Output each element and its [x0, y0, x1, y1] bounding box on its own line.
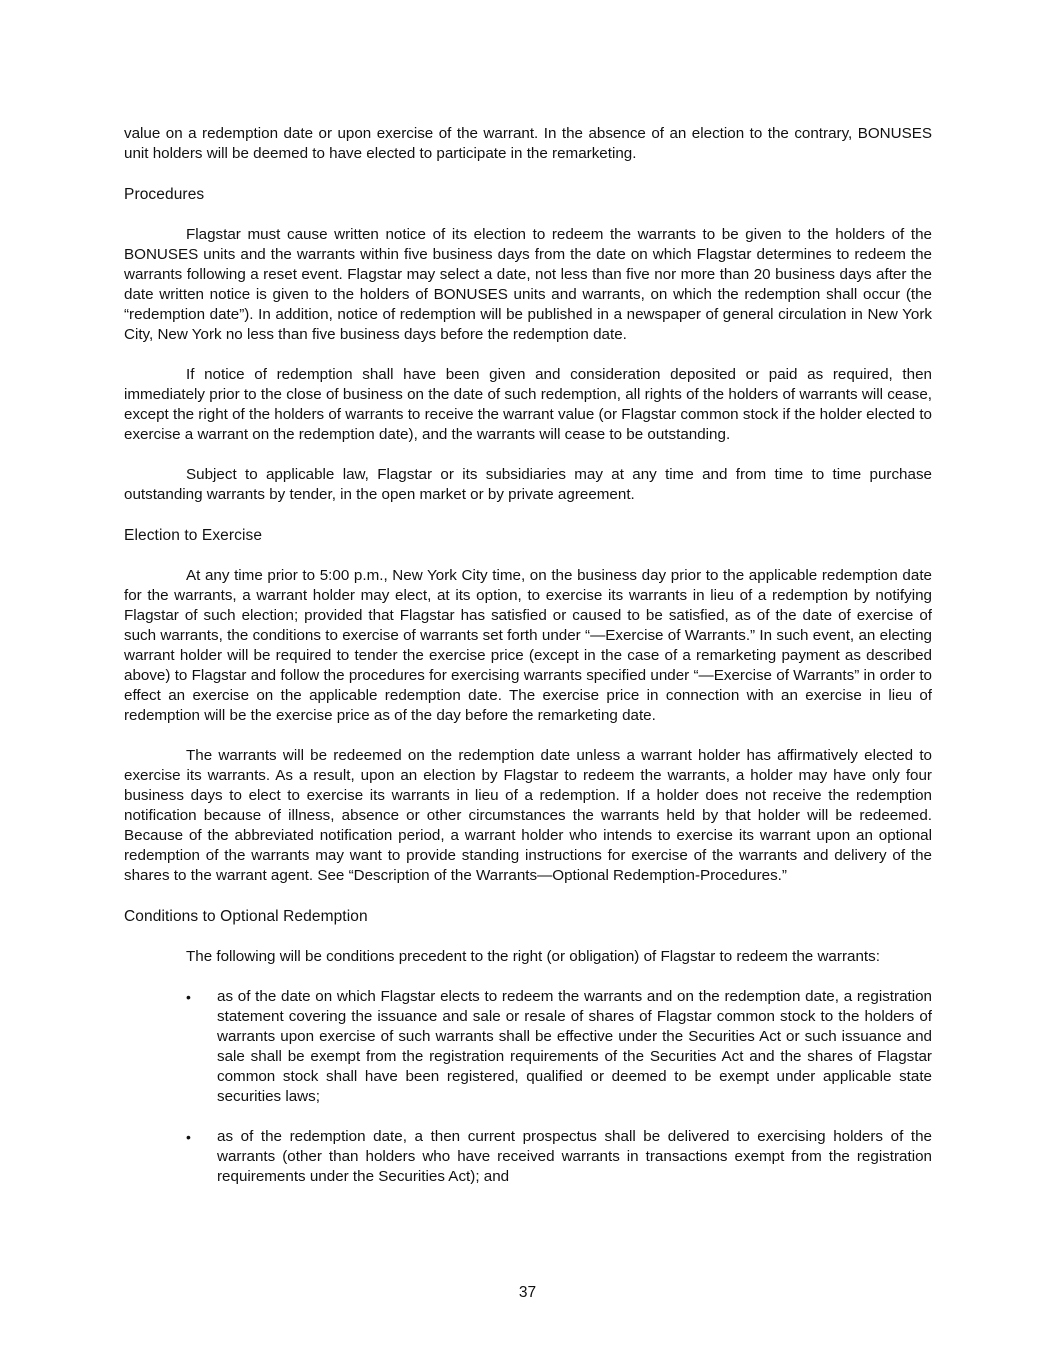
election-paragraph-2: The warrants will be redeemed on the redemption date unless a warrant holder has affirmatively elected to exercise its warrants. As a result, upon an election by Flagstar to redeem the warrants, a holder may have only four business days to elect to exercise its warrants in lieu of a redemption. If a holder does not receive the redemption notification because of illness, absence or other circumstances the warrants held by that holder will be redeemed. Because of the abbreviated notification period, a warrant holder who intends to exercise its warrant upon an optional redemption of the warrants may want to provide standing instructions for exercise of the warrants and delivery of the shares to the warrant agent. See “Description of the Warrants—Optional Redemption-Procedures.”	[124, 747, 932, 884]
procedures-paragraph-3: Subject to applicable law, Flagstar or its subsidiaries may at any time and from time to time purchase outstanding warrants by tender, in the open market or by private agreement.	[124, 466, 932, 503]
list-item	[124, 987, 932, 1107]
election-paragraph-1: At any time prior to 5:00 p.m., New York City time, on the business day prior to the applicable redemption date for the warrants, a warrant holder may elect, at its option, to exercise its warrants in lieu of a redemption by notifying Flagstar of such election; provided that Flagstar has satisfied or caused to be satisfied, as of the date of exercise of such warrants, the conditions to exercise of warrants set forth under “—Exercise of Warrants.” In such event, an electing warrant holder will be required to tender the exercise price (except in the case of a remarketing payment as described above) to Flagstar and follow the procedures for exercising warrants specified under “—Exercise of Warrants” in order to effect an exercise on the applicable redemption date. The exercise price in connection with an exercise in lieu of redemption will be the exercise price as of the day before the remarketing date.	[124, 567, 932, 724]
bullet-icon: •	[186, 989, 191, 1005]
conditions-lead: The following will be conditions precedent to the right (or obligation) of Flagstar to redeem the warrants:	[186, 948, 880, 965]
procedures-heading: Procedures	[124, 186, 205, 203]
procedures-paragraph-1: Flagstar must cause written notice of its election to redeem the warrants to be given to the holders of the BONUSES units and the warrants within five business days from the date on which Flagstar determines to redeem the warrants following a reset event. Flagstar may select a date, not less than five nor more than 20 business days after the date written notice is given to the holders of BONUSES units and warrants, on which the redemption shall occur (the “redemption date”). In addition, notice of redemption will be published in a newspaper of general circulation in New York City, New York no less than five business days before the redemption date.	[124, 226, 932, 343]
page-number: 37	[518, 1284, 537, 1301]
list-item-text: as of the redemption date, a then current prospectus shall be delivered to exercising holders of the warrants (other than holders who have received warrants in transactions exempt from the registration requirements under the Securities Act); and	[217, 1128, 932, 1185]
document-page	[124, 124, 932, 1207]
procedures-paragraph-2: If notice of redemption shall have been given and consideration deposited or paid as required, then immediately prior to the close of business on the date of such redemption, all rights of the holders of warrants will cease, except the right of the holders of warrants to receive the warrant value (or Flagstar common stock if the holder elected to exercise a warrant on the redemption date), and the warrants will cease to be outstanding.	[124, 366, 932, 443]
bullet-icon: •	[186, 1129, 191, 1145]
intro-paragraph: value on a redemption date or upon exercise of the warrant. In the absence of an election to the contrary, BONUSES unit holders will be deemed to have elected to participate in the remarketing.	[124, 125, 932, 162]
conditions-list	[124, 987, 932, 1187]
election-heading: Election to Exercise	[124, 527, 263, 544]
conditions-heading: Conditions to Optional Redemption	[124, 908, 368, 925]
list-item	[124, 1127, 932, 1187]
list-item-text: as of the date on which Flagstar elects to redeem the warrants and on the redemption date, a registration statement covering the issuance and sale or resale of shares of Flagstar common stock to the holders of warrants upon exercise of such warrants shall be effective under the Securities Act or such issuance and sale shall be exempt from the registration requirements of the Securities Act and the shares of Flagstar common stock shall have been registered, qualified or deemed to be exempt under applicable state securities laws;	[217, 988, 932, 1105]
